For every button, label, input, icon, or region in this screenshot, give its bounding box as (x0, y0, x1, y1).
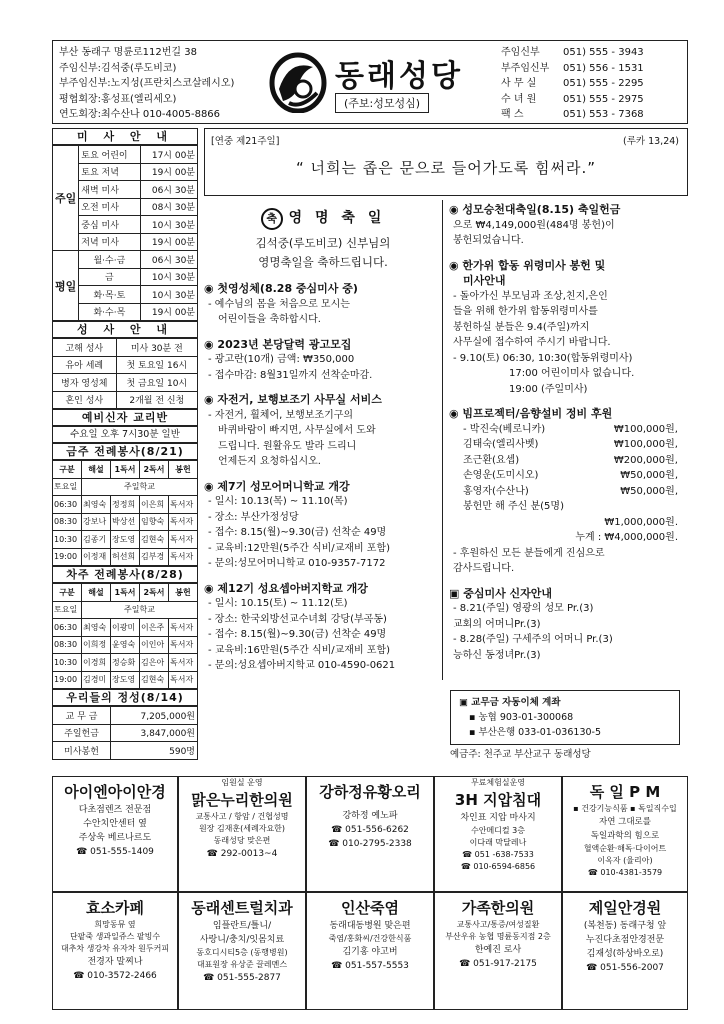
header-info (59, 45, 234, 123)
mary-child-emblem-icon (269, 49, 327, 113)
parish-subtitle: (주보:성모성심) (335, 93, 429, 113)
fathers-school (204, 581, 442, 674)
section-line: 으로 ₩4,149,000원(484명 봉헌)이 (453, 219, 615, 231)
offering-name: 주일헌금 (53, 724, 111, 742)
table-cell: 독서자 (169, 636, 198, 654)
table-cell: 08:30 (53, 636, 82, 654)
mass-time: 17시 00분 (140, 146, 197, 164)
offering-table (52, 706, 198, 760)
table-cell: 이경희 (82, 654, 111, 672)
altar2-table (52, 583, 198, 689)
table-cell: 독서자 (169, 671, 198, 689)
bicycle-service (204, 392, 442, 470)
bank-owner: 예금주: 천주교 부산교구 동래성당 (450, 749, 591, 760)
ad-line: 죽염/홍화씨/건강한식품 (328, 934, 412, 943)
altar2-title: 차주 전례봉사(8/28) (52, 566, 198, 583)
col-header: 봉헌 (169, 461, 198, 479)
ad-name: 가족한의원 (461, 899, 535, 917)
mass-name: 오전 미사 (79, 198, 140, 216)
section-line: - 문의:성모어머니학교 010-9357-7172 (208, 558, 386, 569)
section-line: 봉헌만 해 주신 분(5명) (463, 501, 564, 512)
ad-line: ☎ 051-555-1409 (76, 847, 154, 857)
ad-oriental-clinic (178, 776, 306, 892)
mass-table (52, 145, 198, 321)
donor-row (449, 484, 688, 500)
parish-title: 동래성당 (335, 59, 463, 94)
col-header: 1독서 (111, 461, 140, 479)
celebration-heading (204, 208, 442, 230)
section-heading: ◉ 성모승천대축일(8.15) 축일헌금 (449, 203, 621, 216)
ad-line: 김재성(하상바오로) (586, 949, 664, 959)
table-cell: 이은희 (140, 496, 169, 514)
donor-amount: ₩50,000원, (620, 470, 678, 481)
table-cell: 김현숙 (140, 671, 169, 689)
offering-value: 590명 (111, 742, 198, 760)
contact-row (501, 107, 644, 123)
ad-enzyme-cafe (52, 892, 178, 1010)
ad-line: 교통사고 / 항암 / 건협성명 (195, 812, 289, 821)
section-heading: ◉ 제12기 성요셉아버지학교 개강 (204, 581, 368, 595)
col-header: 해설 (82, 461, 111, 479)
ad-line: ☎ 010-3572-2466 (73, 971, 157, 981)
donor-amount: ₩200,000원, (613, 454, 678, 466)
ad-line: 원장 김재훈(세례자요한) (198, 824, 286, 833)
section-heading: ◉ 자전거, 보행보조기 사무실 서비스 (204, 393, 382, 406)
ad-top: 무료체험실운영 (470, 778, 526, 787)
projector-donation (449, 406, 688, 577)
ad-line: ☎ 051-917-2175 (459, 959, 537, 969)
ad-line: 한예진 로사 (474, 945, 522, 955)
bank-account: ▪ 부산은행 033-01-036130-5 (469, 727, 602, 738)
ad-name: 독 일 P M (589, 783, 661, 801)
assumption-offering (449, 202, 688, 249)
mass-time: 06시 30분 (140, 181, 197, 199)
section-heading: ◉ 빔프로젝터/음향설비 정비 후원 (449, 407, 613, 420)
altar1-table (52, 460, 198, 566)
table-cell: 06:30 (53, 496, 82, 514)
section-line: - 장소: 부산가정성당 (208, 511, 299, 523)
section-line: 어린이들을 축하합시다. (218, 314, 321, 325)
first-communion (204, 281, 442, 328)
ad-bamboo-salt (306, 892, 434, 1010)
bulletin-page (52, 40, 688, 1010)
ad-line: ☎ 051-555-2877 (203, 973, 281, 983)
section-line: - 접수마감: 8월31일까지 선착순마감. (208, 369, 373, 381)
table-cell: 19:00 (53, 671, 82, 689)
donor-name: 홍영자(수산나) (463, 485, 529, 497)
verse-text: “ 너희는 좁은 문으로 들어가도록 힘써라.” (296, 159, 596, 177)
ad-family-clinic (434, 892, 562, 1010)
mass-time: 06시 30분 (140, 251, 197, 269)
ad-line: 다초점렌즈 전문점 (78, 805, 152, 815)
mass-name: 토요 저녁 (79, 163, 140, 181)
table-cell: 허선희 (111, 548, 140, 566)
section-line: - 9.10(토) 06:30, 10:30(합동위령미사) (453, 352, 633, 364)
ad-line: 대표원장 유상준 끌레멘스 (196, 960, 288, 969)
table-cell: 10:30 (53, 531, 82, 549)
ad-name: 3H 지압침대 (454, 791, 542, 809)
table-cell: 김현숙 (140, 531, 169, 549)
table-cell: 06:30 (53, 619, 82, 637)
header-line: 주임신부:김석중(루도비코) (59, 62, 177, 74)
mass-name: 토요 어린이 (79, 146, 140, 164)
left-column (52, 128, 198, 760)
ad-line: 동호디시티5층 (동행병원) (196, 948, 288, 957)
table-cell: 08:30 (53, 513, 82, 531)
ad-line: 동래성당 맞은편 (213, 836, 271, 845)
ad-line: 주상욱 베르나르도 (78, 833, 152, 843)
ad-line: 독일과학의 힘으로 (590, 831, 660, 841)
table-cell: 정승화 (111, 654, 140, 672)
offering-name: 교 무 금 (53, 707, 111, 725)
section-line: 감사드립니다. (453, 563, 515, 574)
section-line: 드립니다. 원활유도 발라 드리니 (218, 440, 357, 452)
table-cell: 독서자 (169, 496, 198, 514)
table-cell: 박상선 (111, 513, 140, 531)
table-cell: 최영숙 (82, 619, 111, 637)
middle-column (204, 200, 442, 674)
section-line: 사무실에 접수하여 주시기 바랍니다. (453, 337, 611, 348)
section-line: - 8.28(주일) 구세주의 어머니 Pr.(3) (453, 634, 613, 645)
donor-row (449, 453, 688, 469)
section-heading: ◉ 제7기 성모어머니학교 개강 (204, 479, 350, 493)
donor-name: 조근환(요셉) (463, 454, 520, 466)
col-header: 2독서 (140, 584, 169, 602)
section-line: 교회의 어머니Pr.(3) (453, 618, 541, 630)
ad-name: 아이엔아이안경 (64, 783, 166, 801)
ad-line: ▪ 건강기능식품 ▪ 독일직수입 (573, 804, 677, 813)
section-line: - 자전거, 휠체어, 보행보조기구의 (208, 409, 354, 421)
contact-key: 부주임신부 (501, 62, 550, 74)
ad-line: 동래대동병원 맞은편 (329, 921, 411, 931)
ad-dental (178, 892, 306, 1010)
table-cell: 독서자 (169, 548, 198, 566)
section-line: 들을 위해 한가위 합동위령미사를 (453, 306, 598, 317)
sacrament-time: 미사 30분 전 (116, 339, 197, 357)
verse-sunday: [연중 제21주일] (211, 136, 280, 147)
contacts (501, 45, 644, 123)
mass-time: 10시 30분 (140, 268, 197, 286)
donor-row (449, 468, 688, 484)
donor-amount: ₩50,000원, (620, 485, 678, 497)
sacrament-name: 병자 영성체 (53, 374, 117, 392)
table-cell: 이희정 (82, 636, 111, 654)
table-cell: 장도영 (111, 671, 140, 689)
table-cell: 최영숙 (82, 496, 111, 514)
catechism-text: 수요일 오후 7시30분 일반 (52, 426, 198, 443)
donor-amount: ₩100,000원, (613, 439, 678, 450)
section-line: - 8.21(주일) 영광의 성모 Pr.(3) (453, 603, 594, 614)
ad-german-pm (562, 776, 688, 892)
celebration-text (204, 234, 442, 272)
ad-name: 강하정유황오리 (319, 783, 421, 801)
section-line: ₩1,000,000원. (604, 516, 678, 528)
legion-guide (449, 586, 688, 664)
ad-line: ☎ 292-0013~4 (206, 849, 278, 859)
mass-name: 중심 미사 (79, 216, 140, 234)
ad-top: 임원실 운영 (221, 778, 263, 787)
offering-value: 7,205,000원 (111, 707, 198, 725)
table-cell: 강보나 (82, 513, 111, 531)
col-header: 2독서 (140, 461, 169, 479)
section-line: - 일시: 10.13(목) ~ 11.10(목) (208, 496, 348, 507)
contact-key: 사 무 실 (501, 78, 537, 89)
celebration-title: 영 명 축 일 (288, 210, 386, 226)
mass-time: 10시 30분 (140, 286, 197, 304)
ad-line: 차인표 지압 마사지 (460, 813, 536, 823)
table-cell: 토요일 (53, 601, 82, 619)
table-cell: 10:30 (53, 654, 82, 672)
address: 부산 동래구 명륜로112번길 38 (59, 47, 197, 58)
ad-line: 단팥죽 생과일쥬스 팥빙수 (69, 932, 161, 941)
section-heading: ▣ 중심미사 신자안내 (449, 586, 553, 600)
ad-name: 동래센트럴치과 (191, 899, 293, 917)
header-line: 부주임신부:노지성(프란치스코살레시오) (59, 78, 235, 89)
table-cell: 독서자 (169, 654, 198, 672)
altar1-title: 금주 전례봉사(8/21) (52, 443, 198, 460)
ad-line: ☎ 010-6594-6856 (460, 862, 536, 871)
table-cell: 김은아 (140, 654, 169, 672)
contact-value: 051) 555 - 2295 (563, 78, 644, 89)
sacrament-table (52, 338, 198, 409)
bank-heading: ▣ 교무금 자동이체 계좌 (459, 697, 561, 708)
section-line: - 일시: 10.15(토) ~ 11.12(토) (208, 598, 348, 609)
section-line: - 교육비:12만원(5주간 식비/교재비 포함) (208, 542, 391, 554)
sunday-label: 주일 (53, 146, 79, 251)
ads-section (52, 776, 688, 1010)
table-cell: 김부경 (140, 548, 169, 566)
ad-line: ☎ 010-4381-3579 (587, 868, 663, 877)
mass-name: 화·수·목 (79, 303, 140, 321)
gospel-verse (204, 128, 688, 196)
section-heading: ◉ 한가위 합동 위령미사 봉헌 및 (449, 258, 606, 272)
table-cell: 김경미 (82, 671, 111, 689)
ad-line: 이다래 막달레나 (469, 838, 527, 847)
donor-name: - 박진숙(베로니카) (463, 423, 546, 435)
ad-line: 수안치안센터 옆 (83, 819, 147, 829)
ad-jeil-optician (562, 892, 688, 1010)
donor-row (449, 437, 688, 453)
table-cell: 독서자 (169, 619, 198, 637)
contact-value: 051) 553 - 7368 (563, 109, 644, 120)
bank-transfer-box (450, 690, 680, 745)
ad-line: 김기홍 야고버 (342, 947, 398, 957)
ad-line: 수안메디컬 3층 (470, 826, 525, 835)
mass-time: 19시 00분 (140, 233, 197, 251)
table-cell: 19:00 (53, 548, 82, 566)
contact-row (501, 45, 644, 61)
contact-row (501, 61, 644, 77)
header-line: 연도회장:최수산나 010-4005-8866 (59, 109, 221, 120)
ad-name: 제일안경원 (588, 899, 662, 917)
table-cell: 윤영숙 (111, 636, 140, 654)
ad-name: 맑은누리한의원 (191, 791, 293, 809)
ad-line: 임플란트/틀니/ (212, 921, 272, 931)
section-heading: ◉ 첫영성체(8.28 중심미사 중) (204, 282, 358, 295)
header-line: 평협회장:홍성표(엘리세오) (59, 93, 177, 105)
donor-name: 김태숙(엘리사벳) (463, 439, 539, 450)
section-line: - 광고란(10개) 금액: ₩350,000 (208, 354, 355, 365)
table-cell: 독서자 (169, 531, 198, 549)
logo (269, 49, 479, 115)
donor-name: 손영운(도미시오) (463, 470, 539, 481)
section-line: 누계 : ₩4,000,000원. (575, 532, 678, 543)
col-header: 구분 (53, 461, 82, 479)
section-line: 능하신 동정녀Pr.(3) (453, 649, 541, 661)
ad-line: 혈액순환·해독·다이어트 (583, 844, 667, 853)
mass-time: 19시 00분 (140, 303, 197, 321)
ad-line: ☎ 051-557-5553 (331, 961, 409, 971)
offering-title: 우리들의 정성(8/14) (52, 689, 198, 706)
col-header: 구분 (53, 584, 82, 602)
section-heading: ◉ 2023년 본당달력 광고모집 (204, 337, 352, 351)
ad-line: 사랑니/충치/잇몸치료 (199, 935, 285, 945)
sacrament-name: 유아 세례 (53, 356, 117, 374)
table-cell: 이광미 (111, 619, 140, 637)
donor-row (449, 422, 688, 438)
ad-optician (52, 776, 178, 892)
contact-value: 051) 556 - 1531 (563, 62, 644, 74)
table-cell: 정정희 (111, 496, 140, 514)
mothers-school (204, 479, 442, 572)
contact-row (501, 92, 644, 108)
section-line: - 접수: 8.15(월)~9.30(금) 선착순 49명 (208, 629, 387, 640)
section-line: - 장소: 한국외방선교수녀회 강당(부곡동) (208, 613, 387, 625)
sacrament-name: 혼인 성사 (53, 391, 117, 409)
offering-name: 미사봉헌 (53, 742, 111, 760)
section-line: 바퀴바람이 빠지면, 사무실에서 도와 (218, 425, 376, 436)
sacrament-time: 2개월 전 신청 (116, 391, 197, 409)
contact-key: 수 녀 원 (501, 93, 537, 105)
table-cell: 이정재 (82, 548, 111, 566)
table-cell: 독서자 (169, 513, 198, 531)
col-header: 1독서 (111, 584, 140, 602)
ad-duck-restaurant (306, 776, 434, 892)
mass-time: 19시 00분 (140, 163, 197, 181)
ad-line: 교통사고/통증/여성질환 (456, 920, 540, 929)
section-heading: 미사안내 (463, 274, 506, 287)
sacrament-title: 성 사 안 내 (52, 321, 198, 338)
table-cell: 장도영 (111, 531, 140, 549)
celebration-line: 영명축일을 축하드립니다. (258, 255, 388, 269)
ad-name: 인산죽염 (341, 899, 399, 917)
donor-amount: ₩100,000원, (613, 423, 678, 435)
table-cell: 주일학교 (82, 601, 198, 619)
mass-title: 미 사 안 내 (52, 128, 198, 145)
contact-key: 팩 스 (501, 109, 524, 120)
ad-line: 강하정 예노파 (342, 811, 398, 821)
mass-time: 10시 30분 (140, 216, 197, 234)
ad-line: 희망동뮤 옆 (94, 920, 136, 929)
weekday-label: 평일 (53, 251, 79, 321)
sacrament-time: 첫 토요일 16시 (116, 356, 197, 374)
section-line: - 접수: 8.15(월)~9.30(금) 선착순 49명 (208, 527, 387, 538)
chuseok-mass (449, 258, 688, 398)
table-cell: 임향숙 (140, 513, 169, 531)
ad-line: 자연 그대로를 (599, 817, 651, 827)
sacrament-time: 첫 금요일 10시 (116, 374, 197, 392)
ad-line: ☎ 010-2795-2338 (328, 839, 412, 849)
mass-name: 저녁 미사 (79, 233, 140, 251)
section-line: 봉헌하실 분들은 9.4(주일)까지 (453, 321, 590, 333)
table-cell: 이은주 (140, 619, 169, 637)
contact-value: 051) 555 - 2975 (563, 93, 644, 105)
table-cell: 토요일 (53, 478, 82, 496)
catechism-title: 예비신자 교리반 (52, 409, 198, 426)
ad-line: (복천동) 동래구청 앞 (583, 921, 667, 931)
mass-name: 금 (79, 268, 140, 286)
mass-name: 월·수·금 (79, 251, 140, 269)
bank-account: ▪ 농협 903-01-300068 (469, 712, 574, 723)
ad-massage-bed (434, 776, 562, 892)
celebration-badge-icon: 축 (261, 208, 283, 230)
table-cell: 주일학교 (82, 478, 198, 496)
ad-line: ☎ 051-556-2007 (586, 963, 664, 973)
contact-key: 주임신부 (501, 47, 540, 58)
celebration-line: 김석중(루도비코) 신부님의 (255, 236, 391, 250)
section-line: - 예수님의 몸을 처음으로 모시는 (208, 298, 350, 310)
col-header: 해설 (82, 584, 111, 602)
table-cell: 이인아 (140, 636, 169, 654)
section-line: 19:00 (주일미사) (509, 383, 588, 395)
mass-time: 08시 30분 (140, 198, 197, 216)
ad-line: ☎ 051 -638-7533 (462, 850, 534, 859)
mass-name: 새벽 미사 (79, 181, 140, 199)
mass-name: 화·목·토 (79, 286, 140, 304)
section-line: 봉헌되었습니다. (453, 235, 524, 246)
section-line: - 교육비:16만원(5주간 식비/교재비 포함) (208, 644, 391, 656)
contact-row (501, 76, 644, 92)
ad-line: 부산우유 농협 명륜동지점 2층 (445, 932, 551, 941)
ad-name: 효소카페 (86, 899, 144, 917)
sacrament-name: 고해 성사 (53, 339, 117, 357)
section-line: 17:00 어린이미사 없습니다. (509, 368, 635, 379)
verse-ref: (루카 13,24) (623, 136, 679, 147)
calendar-ad (204, 337, 442, 384)
section-line: - 돌아가신 부모님과 조상,친지,은인 (453, 290, 608, 302)
ad-line: ☎ 051-556-6262 (331, 825, 409, 835)
section-line: 언제든지 요청하십시오. (218, 456, 321, 467)
ad-line: 대추차 생강차 유자차 원두커피 (60, 944, 170, 953)
section-line: - 문의:성요셉아버지학교 010-4590-0621 (208, 660, 396, 671)
right-column (442, 200, 688, 680)
offering-value: 3,847,000원 (111, 724, 198, 742)
ad-line: 전경자 말찌나 (87, 957, 143, 967)
ad-line: 이옥자 (율리아) (597, 856, 653, 865)
table-cell: 김종기 (82, 531, 111, 549)
section-line: - 후원하신 모든 분들에게 진심으로 (453, 547, 605, 559)
col-header: 봉헌 (169, 584, 198, 602)
header (52, 40, 688, 124)
ad-line: 누진다초점안경전문 (585, 935, 665, 945)
contact-value: 051) 555 - 3943 (563, 47, 644, 58)
